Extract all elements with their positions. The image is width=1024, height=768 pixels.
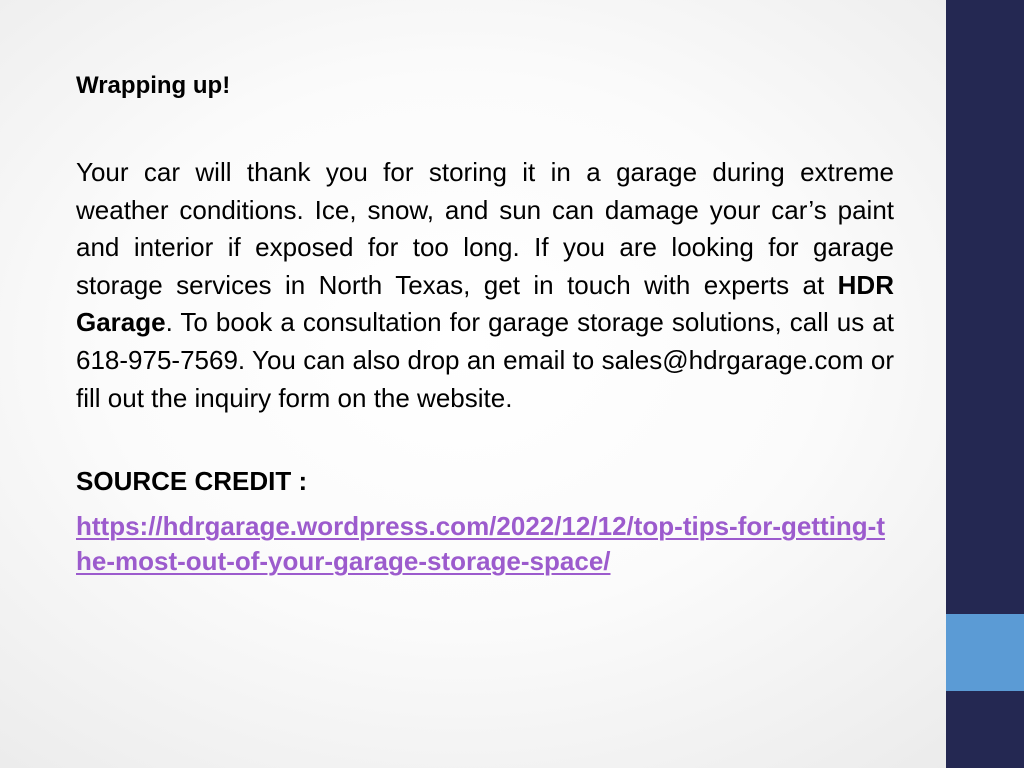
decorative-sidebar <box>946 0 1024 768</box>
slide-heading: Wrapping up! <box>76 72 231 99</box>
body-paragraph <box>76 154 894 417</box>
paragraph-text-end: . To book a consultation for garage storage solutions, call us at 618-975-7569. You can also drop an email to sales@hdrgarage.com or fill out the inquiry form on the website. <box>76 307 894 413</box>
paragraph-text-start: Your car will thank you for storing it in a garage during extreme weather conditions. Ice, snow, and sun can damage your car’s paint and interior if exposed for too long. If you are looking for garage storage services in North Texas, get in touch with experts at <box>76 157 894 300</box>
source-credit-label: SOURCE CREDIT : <box>76 466 308 497</box>
slide-content <box>76 66 894 579</box>
sidebar-accent-block <box>946 614 1024 691</box>
brand-name: HDR Garage <box>76 269 894 338</box>
source-link[interactable]: https://hdrgarage.wordpress.com/2022/12/12/top-tips-for-getting-the-most-out-of-your-garage-storage-space/ <box>76 511 885 577</box>
